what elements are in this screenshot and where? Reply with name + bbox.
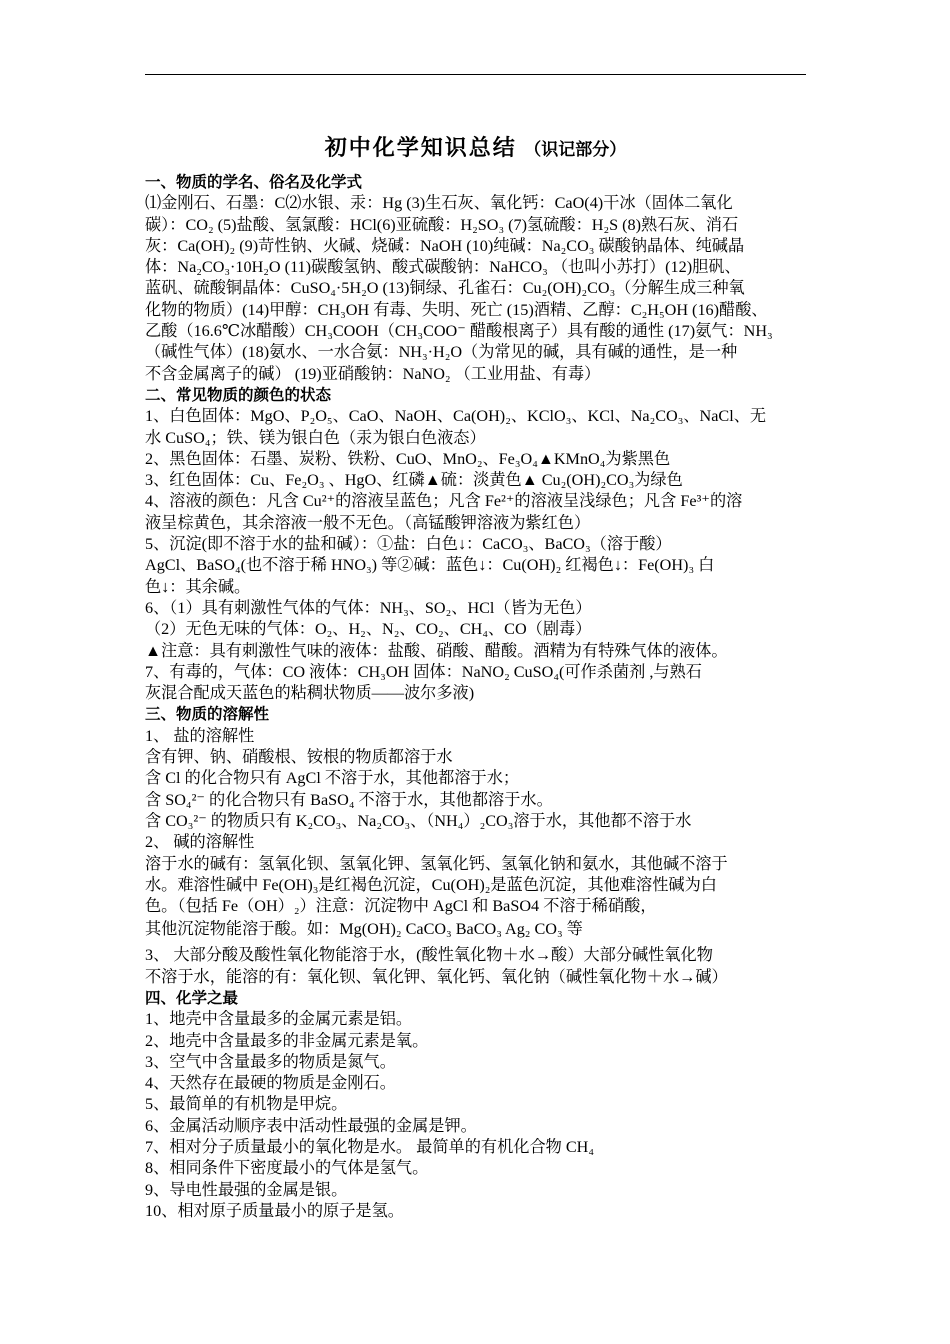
- text-line: 5、最简单的有机物是甲烷。: [145, 1095, 348, 1114]
- text-line: ⑴金刚石、石墨：C⑵水银、汞：Hg (3)生石灰、氧化钙：CaO(4)干冰（固体二氧化: [145, 194, 733, 213]
- text-line: 2、黑色固体：石墨、炭粉、铁粉、CuO、MnO₂、Fe₃O₄▲KMnO₄为紫黑色: [145, 449, 671, 468]
- text-line: 含 Cl 的化合物只有 AgCl 不溶于水，其他都溶于水；: [145, 769, 520, 788]
- text-line: （碱性气体）(18)氨水、一水合氨：NH₃·H₂O（为常见的碱，具有碱的通性，是一种: [145, 343, 738, 362]
- text-line: 9、导电性最强的金属是银。: [145, 1180, 348, 1199]
- document-page: [145, 134, 806, 1222]
- text-line: 6、金属活动顺序表中活动性最强的金属是钾。: [145, 1116, 477, 1135]
- section-heading: 一、物质的学名、俗名及化学式: [145, 174, 363, 191]
- text-line: 5、沉淀(即不溶于水的盐和碱）：①盐：白色↓：CaCO₃、BaCO₃（溶于酸）: [145, 535, 672, 554]
- text-line: 含 SO₄²⁻ 的化合物只有 BaSO₄ 不溶于水，其他都溶于水。: [145, 790, 553, 809]
- text-line: 2、 碱的溶解性: [145, 833, 255, 852]
- text-line: 1、 盐的溶解性: [145, 726, 255, 745]
- text-line: 灰混合配成天蓝色的粘稠状物质——波尔多液): [145, 684, 475, 703]
- text-line: 灰：Ca(OH)₂ (9)苛性钠、火碱、烧碱：NaOH (10)纯碱：Na₂CO₃ 碳酸钠晶体、纯碱晶: [145, 236, 745, 255]
- text-line: （2）无色无味的气体：O₂、H₂、N₂、CO₂、CH₄、CO（剧毒）: [145, 620, 592, 639]
- text-line: 体：Na₂CO₃·10H₂O (11)碳酸氢钠、酸式碳酸钠：NaHCO₃ （也叫小苏打）(12)胆矾、: [145, 258, 741, 277]
- text-line: 2、地壳中含量最多的非金属元素是氧。: [145, 1031, 429, 1050]
- text-line: 水 CuSO₄；铁、镁为银白色（汞为银白色液态）: [145, 428, 486, 447]
- text-line: 蓝矾、硫酸铜晶体：CuSO₄·5H₂O (13)铜绿、孔雀石：Cu₂(OH)₂CO₃（分解生成三种氧: [145, 279, 745, 298]
- text-line: 4、溶液的颜色：凡含 Cu²⁺的溶液呈蓝色；凡含 Fe²⁺的溶液呈浅绿色；凡含 Fe³⁺的溶: [145, 492, 743, 511]
- section-heading: 二、常见物质的颜色的状态: [145, 386, 332, 404]
- text-line: 7、有毒的，气体：CO 液体：CH₃OH 固体：NaNO₂ CuSO₄(可作杀菌剂 ,与熟石: [145, 662, 702, 681]
- text-line: 7、相对分子质量最小的氧化物是水。 最简单的有机化合物 CH₄: [145, 1138, 595, 1157]
- section-heading: 三、物质的溶解性: [145, 706, 270, 724]
- title-main: 初中化学知识总结: [324, 135, 517, 160]
- text-line: 3、 大部分酸及酸性氧化物能溶于水，(酸性氧化物＋水→酸）大部分碱性氧化物: [145, 946, 713, 965]
- text-line: 其他沉淀物能溶于酸。如：Mg(OH)₂ CaCO₃ BaCO₃ Ag₂ CO₃ 等: [145, 920, 583, 939]
- section-heading: 四、化学之最: [145, 989, 239, 1007]
- text-line: 4、天然存在最硬的物质是金刚石。: [145, 1074, 396, 1093]
- text-line: 含有钾、钠、硝酸根、铵根的物质都溶于水: [145, 748, 453, 767]
- document-title: [145, 134, 806, 162]
- document-body: [145, 172, 806, 1222]
- text-line: 不含金属离子的碱） (19)亚硝酸钠：NaNO₂ （工业用盐、有毒）: [145, 364, 601, 383]
- text-line: AgCl、BaSO₄(也不溶于稀 HNO₃) 等②碱：蓝色↓：Cu(OH)₂ 红褐色↓：Fe(OH)₃ 白: [145, 556, 715, 575]
- text-line: 色↓：其余碱。: [145, 577, 251, 596]
- text-line: 不溶于水，能溶的有：氧化钡、氧化钾、氧化钙、氧化钠（碱性氧化物＋水→碱）: [145, 967, 728, 986]
- text-line: 溶于水的碱有：氢氧化钡、氢氧化钾、氢氧化钙、氢氧化钠和氨水，其他碱不溶于: [145, 854, 728, 873]
- text-line: 6、（1）具有刺激性气体的气体：NH₃、SO₂、HCl（皆为无色）: [145, 598, 592, 617]
- text-line: 10、相对原子质量最小的原子是氢。: [145, 1201, 404, 1220]
- text-line: 碳）：CO₂ (5)盐酸、氢氯酸：HCl(6)亚硫酸：H₂SO₃ (7)氢硫酸：H₂S (8)熟石灰、消石: [145, 215, 739, 234]
- text-line: ▲注意：具有刺激性气味的液体：盐酸、硝酸、醋酸。酒精为有特殊气体的液体。: [145, 641, 728, 660]
- text-line: 3、红色固体：Cu、Fe₂O₃ 、HgO、红磷▲硫：淡黄色▲ Cu₂(OH)₂CO₃为绿色: [145, 471, 683, 490]
- text-line: 8、相同条件下密度最小的气体是氢气。: [145, 1159, 429, 1178]
- title-subtitle: （识记部分）: [524, 140, 627, 159]
- text-line: 1、地壳中含量最多的金属元素是铝。: [145, 1010, 413, 1029]
- text-line: 含 CO₃²⁻ 的物质只有 K₂CO₃、Na₂CO₃、（NH₄）₂CO₃溶于水，其他都不溶于水: [145, 811, 692, 830]
- text-line: 水。难溶性碱中 Fe(OH)₃是红褐色沉淀，Cu(OH)₂是蓝色沉淀，其他难溶性碱为白: [145, 875, 717, 894]
- text-line: 液呈棕黄色，其余溶液一般不无色。（高锰酸钾溶液为紫红色）: [145, 513, 591, 532]
- text-line: 3、空气中含量最多的物质是氮气。: [145, 1052, 396, 1071]
- text-line: 1、白色固体：MgO、P₂O₅、CaO、NaOH、Ca(OH)₂、KClO₃、KCl、Na₂CO₃、NaCl、无: [145, 407, 767, 426]
- text-line: 色。（包括 Fe（OH）₂）注意：沉淀物中 AgCl 和 BaSO4 不溶于稀硝酸，: [145, 897, 657, 916]
- text-line: 化物的物质）(14)甲醇：CH₃OH 有毒、失明、死亡 (15)酒精、乙醇：C₂H₅OH (16)醋酸、: [145, 300, 768, 319]
- text-line: 乙酸（16.6℃冰醋酸）CH₃COOH（CH₃COO⁻ 醋酸根离子）具有酸的通性 (17)氨气：NH₃: [145, 322, 773, 341]
- header-rule: [145, 74, 806, 75]
